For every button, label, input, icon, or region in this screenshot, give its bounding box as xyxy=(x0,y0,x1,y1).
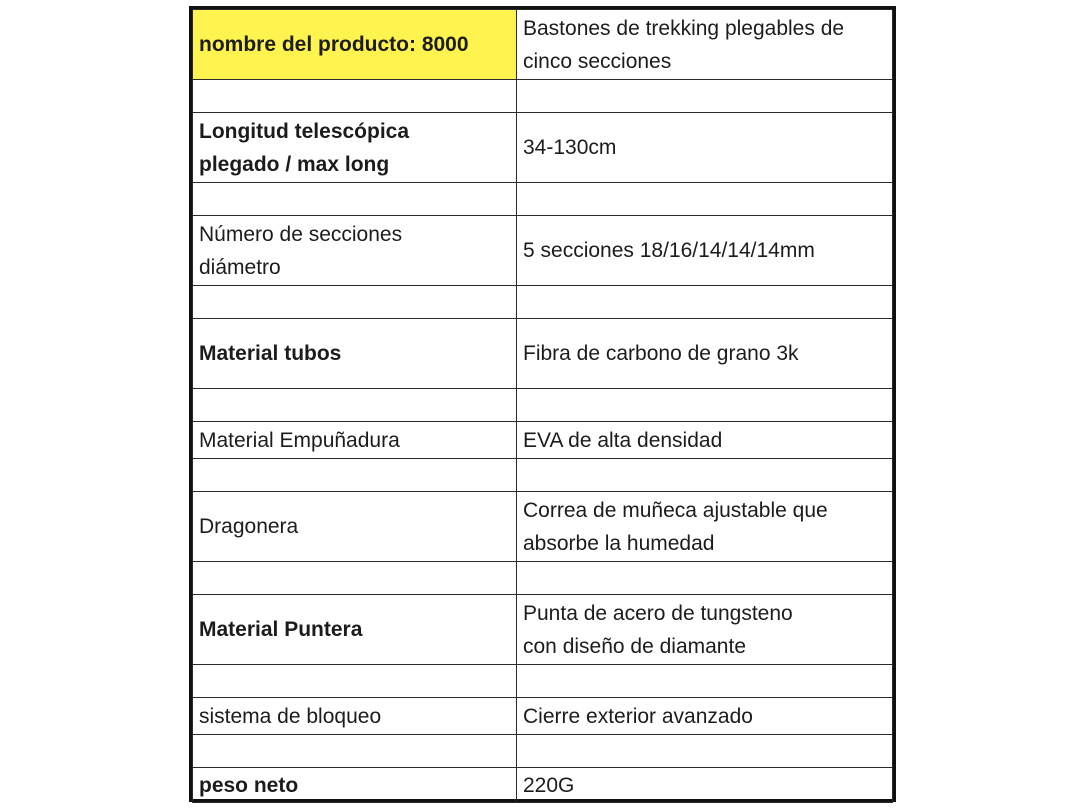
tube-material-label: Material tubos xyxy=(193,319,517,389)
wrist-strap-value: Correa de muñeca ajustable que absorbe la humedad xyxy=(517,492,893,562)
sections-diameter-label: Número de secciones diámetro xyxy=(193,216,517,286)
tip-material-value: Punta de acero de tungsteno con diseño de diamante xyxy=(517,595,893,665)
spacer-row xyxy=(193,562,893,595)
spacer-row xyxy=(193,286,893,319)
tube-material-value: Fibra de carbono de grano 3k xyxy=(517,319,893,389)
table-row xyxy=(193,216,893,286)
product-name-label: nombre del producto: 8000 xyxy=(193,10,517,80)
sections-diameter-value: 5 secciones 18/16/14/14/14mm xyxy=(517,216,893,286)
table-row xyxy=(193,113,893,183)
table-row xyxy=(193,492,893,562)
net-weight-value: 220G xyxy=(517,768,893,803)
spacer-row xyxy=(193,389,893,422)
product-name-value: Bastones de trekking plegables de cinco secciones xyxy=(517,10,893,80)
spacer-row xyxy=(193,183,893,216)
table-row xyxy=(193,595,893,665)
locking-system-label: sistema de bloqueo xyxy=(193,698,517,735)
spec-sheet xyxy=(189,6,896,802)
table-row xyxy=(193,10,893,80)
tip-material-label: Material Puntera xyxy=(193,595,517,665)
spacer-row xyxy=(193,459,893,492)
grip-material-value: EVA de alta densidad xyxy=(517,422,893,459)
wrist-strap-label: Dragonera xyxy=(193,492,517,562)
telescopic-length-value: 34-130cm xyxy=(517,113,893,183)
table-row xyxy=(193,319,893,389)
spacer-row xyxy=(193,665,893,698)
table-row xyxy=(193,768,893,803)
table-row xyxy=(193,422,893,459)
table-row xyxy=(193,698,893,735)
net-weight-label: peso neto xyxy=(193,768,517,803)
telescopic-length-label: Longitud telescópica plegado / max long xyxy=(193,113,517,183)
spacer-row xyxy=(193,80,893,113)
locking-system-value: Cierre exterior avanzado xyxy=(517,698,893,735)
spacer-row xyxy=(193,735,893,768)
grip-material-label: Material Empuñadura xyxy=(193,422,517,459)
spec-table xyxy=(192,9,893,803)
